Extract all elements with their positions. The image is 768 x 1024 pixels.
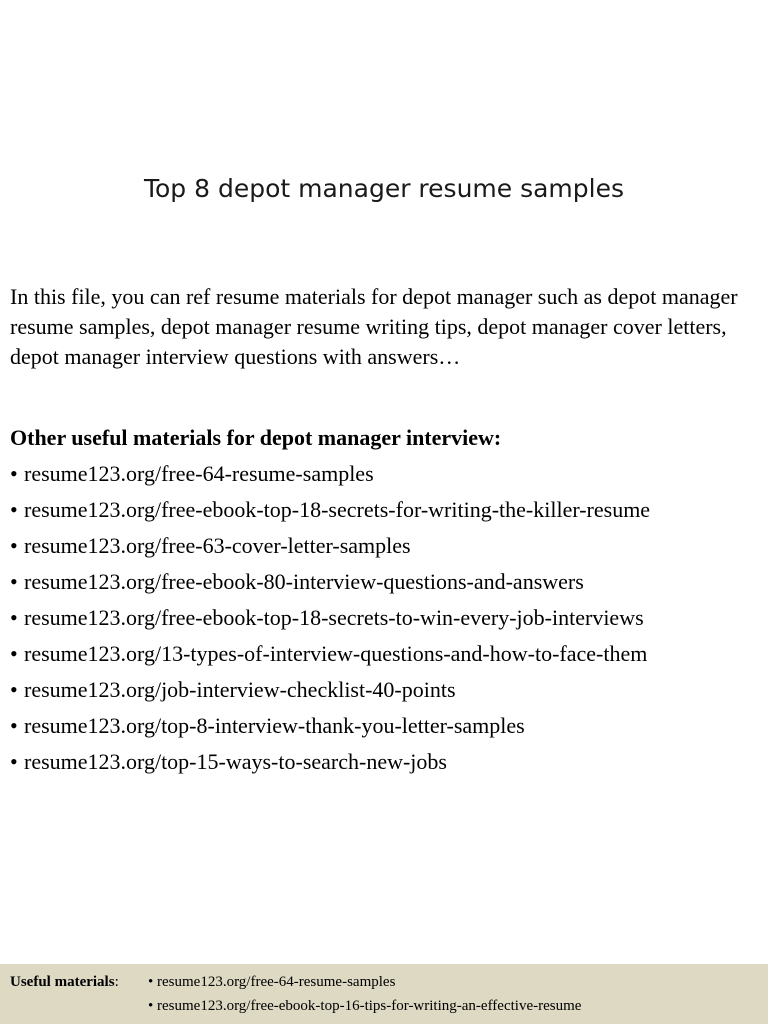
intro-paragraph: In this file, you can ref resume materials for depot manager such as depot manager resume samples, depot manager resume writing tips, depot manager cover letters, depot manager interview questions with answers…: [10, 284, 738, 369]
material-link[interactable]: resume123.org/free-64-resume-samples: [24, 461, 374, 486]
list-item: [10, 602, 768, 638]
bullet: •: [10, 605, 18, 630]
footer-label: [10, 970, 119, 994]
bullet: •: [148, 974, 154, 990]
material-link[interactable]: resume123.org/job-interview-checklist-40-points: [24, 677, 456, 702]
bullet: •: [10, 497, 18, 522]
footer-label-separator: :: [114, 974, 119, 990]
list-item: [10, 530, 768, 566]
footer-bar: [0, 964, 768, 1024]
footer-link[interactable]: resume123.org/free-64-resume-samples: [157, 974, 396, 990]
material-link[interactable]: resume123.org/top-15-ways-to-search-new-jobs: [24, 749, 447, 774]
material-link[interactable]: resume123.org/free-ebook-80-interview-questions-and-answers: [24, 569, 584, 594]
bullet: •: [10, 569, 18, 594]
footer-list: [148, 970, 581, 1018]
footer-label-text: Useful materials: [10, 974, 115, 990]
bullet: •: [10, 713, 18, 738]
list-item: [10, 566, 768, 602]
footer-link[interactable]: resume123.org/free-ebook-top-16-tips-for-writing-an-effective-resume: [157, 998, 582, 1014]
list-item: [10, 458, 768, 494]
bullet: •: [10, 461, 18, 486]
material-link[interactable]: resume123.org/13-types-of-interview-questions-and-how-to-face-them: [24, 641, 648, 666]
materials-list: [10, 458, 768, 782]
list-item: [10, 674, 768, 710]
list-item: [10, 746, 768, 782]
bullet: •: [10, 533, 18, 558]
list-item: [10, 494, 768, 530]
material-link[interactable]: resume123.org/free-ebook-top-18-secrets-to-win-every-job-interviews: [24, 605, 644, 630]
bullet: •: [10, 749, 18, 774]
bullet: •: [148, 998, 154, 1014]
list-item: [10, 638, 768, 674]
bullet: •: [10, 641, 18, 666]
footer-list-item: [148, 994, 581, 1018]
bullet: •: [10, 677, 18, 702]
page-title: Top 8 depot manager resume samples: [143, 174, 625, 203]
material-link[interactable]: resume123.org/free-63-cover-letter-samples: [24, 533, 411, 558]
footer-list-item: [148, 970, 581, 994]
list-item: [10, 710, 768, 746]
material-link[interactable]: resume123.org/free-ebook-top-18-secrets-for-writing-the-killer-resume: [24, 497, 651, 522]
materials-heading: Other useful materials for depot manager interview:: [10, 425, 502, 450]
material-link[interactable]: resume123.org/top-8-interview-thank-you-letter-samples: [24, 713, 525, 738]
